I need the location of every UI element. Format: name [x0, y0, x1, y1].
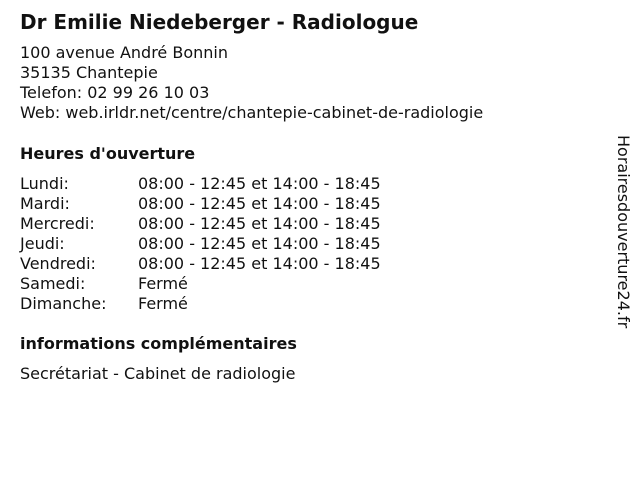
day-label: Vendredi:	[20, 254, 96, 273]
phone-number: Telefon: 02 99 26 10 03	[20, 83, 210, 102]
day-label: Mercredi:	[20, 214, 95, 233]
day-hours: 08:00 - 12:45 et 14:00 - 18:45	[138, 254, 381, 273]
hours-row-dimanche	[20, 294, 440, 314]
hours-row-mardi	[20, 194, 440, 214]
day-label: Mardi:	[20, 194, 70, 213]
hours-row-samedi	[20, 274, 440, 294]
day-hours: 08:00 - 12:45 et 14:00 - 18:45	[138, 194, 381, 213]
day-hours: 08:00 - 12:45 et 14:00 - 18:45	[138, 174, 381, 193]
day-label: Lundi:	[20, 174, 69, 193]
street-address: 100 avenue André Bonnin	[20, 43, 228, 62]
day-hours: 08:00 - 12:45 et 14:00 - 18:45	[138, 214, 381, 233]
hours-row-lundi	[20, 174, 440, 194]
additional-info-heading: informations complémentaires	[20, 334, 297, 353]
city-postal-code: 35135 Chantepie	[20, 63, 158, 82]
day-label: Dimanche:	[20, 294, 107, 313]
day-hours: 08:00 - 12:45 et 14:00 - 18:45	[138, 234, 381, 253]
day-label: Samedi:	[20, 274, 86, 293]
address-block	[20, 43, 483, 123]
opening-hours-heading: Heures d'ouverture	[20, 144, 196, 163]
website-url: Web: web.irldr.net/centre/chantepie-cabinet-de-radiologie	[20, 103, 484, 122]
additional-info-text: Secrétariat - Cabinet de radiologie	[20, 364, 296, 383]
day-label: Jeudi:	[20, 234, 65, 253]
page-title: Dr Emilie Niedeberger - Radiologue	[20, 10, 419, 34]
day-hours: Fermé	[138, 294, 188, 313]
site-watermark: Horairesdouverture24.fr	[614, 135, 633, 329]
hours-row-jeudi	[20, 234, 440, 254]
opening-hours-table	[20, 174, 440, 314]
day-hours: Fermé	[138, 274, 188, 293]
hours-row-vendredi	[20, 254, 440, 274]
hours-row-mercredi	[20, 214, 440, 234]
